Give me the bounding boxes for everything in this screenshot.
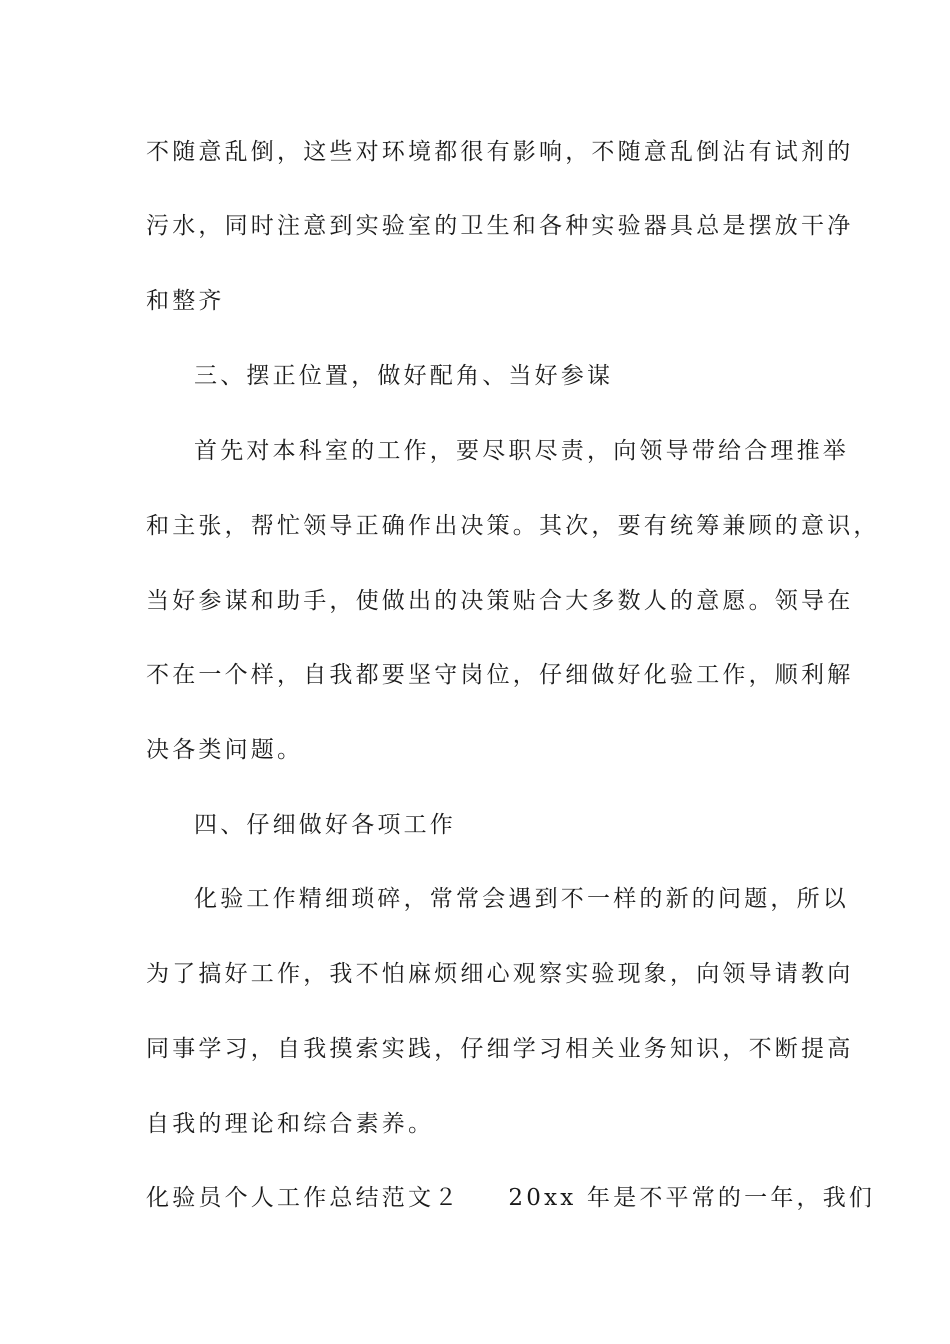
body-line-3: 和整齐 [146, 288, 225, 314]
body-line-13: 同事学习，自我摸索实践，仔细学习相关业务知识，不断提高 [146, 1036, 854, 1062]
section-heading-4: 四、仔细做好各项工作 [194, 812, 456, 838]
body-line-11: 化验工作精细琐碎，常常会遇到不一样的新的问题，所以 [194, 886, 849, 912]
body-line-2: 污水，同时注意到实验室的卫生和各种实验器具总是摆放干净 [146, 213, 854, 239]
article-intro: 20xx 年是不平常的一年，我们 [508, 1185, 876, 1211]
body-line-1: 不随意乱倒，这些对环境都很有影响，不随意乱倒沾有试剂的 [146, 139, 854, 165]
body-line-15 [146, 1183, 876, 1213]
body-line-6: 和主张，帮忙领导正确作出决策。其次，要有统筹兼顾的意识， [146, 513, 880, 539]
body-line-5: 首先对本科室的工作，要尽职尽责，向领导带给合理推举 [194, 438, 849, 464]
body-line-7: 当好参谋和助手，使做出的决策贴合大多数人的意愿。领导在 [146, 588, 854, 614]
article-title: 化验员个人工作总结范文２ [146, 1185, 461, 1211]
body-line-9: 决各类问题。 [146, 737, 304, 763]
section-heading-3: 三、摆正位置，做好配角、当好参谋 [194, 363, 614, 389]
body-line-8: 不在一个样，自我都要坚守岗位，仔细做好化验工作，顺利解 [146, 662, 854, 688]
body-line-14: 自我的理论和综合素养。 [146, 1111, 435, 1137]
body-line-12: 为了搞好工作，我不怕麻烦细心观察实验现象，向领导请教向 [146, 961, 854, 987]
